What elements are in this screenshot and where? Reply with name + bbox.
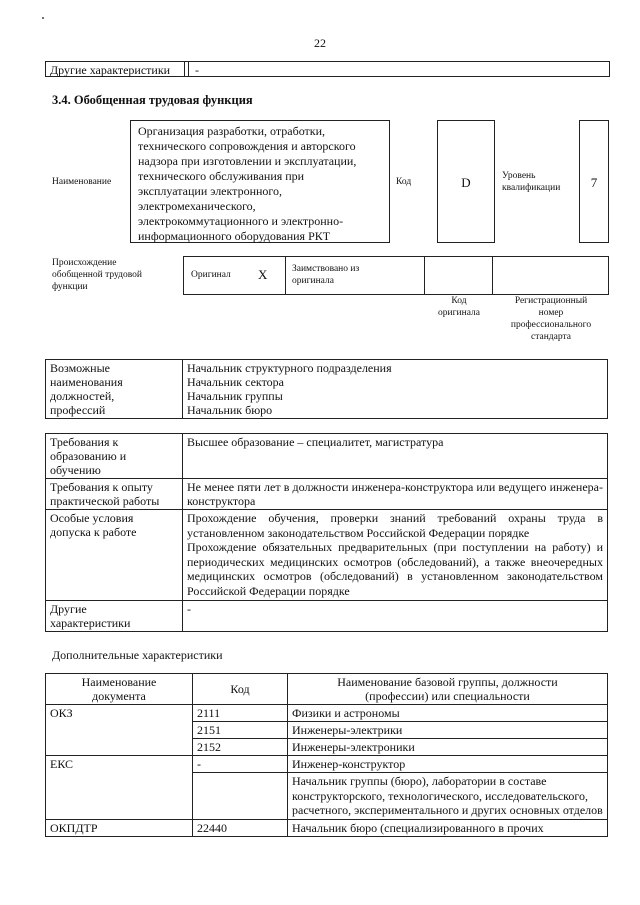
position-item: Начальник бюро <box>187 403 273 417</box>
positions-values <box>183 360 608 419</box>
requirement-label <box>46 479 183 510</box>
header-name-line: Наименование базовой группы, должности <box>337 675 558 689</box>
requirement-paragraph: Высшее образование – специалитет, магистратура <box>187 435 444 449</box>
original-mark: X <box>258 267 268 282</box>
requirement-value <box>183 479 608 510</box>
requirements-table <box>45 433 608 632</box>
requirement-row-education <box>46 434 608 479</box>
origin-label-line: функции <box>52 281 88 292</box>
reg-number-caption-line: номер <box>538 307 564 318</box>
requirement-label-line: характеристики <box>50 615 131 630</box>
additional-table <box>45 673 608 837</box>
reg-number-caption-line: стандарта <box>531 331 571 342</box>
requirement-label <box>46 434 183 479</box>
function-name-line: Организация разработки, отработки, <box>138 124 326 138</box>
header-doc-line: Наименование <box>81 675 157 689</box>
name-cell: Инженеры-электрики <box>288 722 608 739</box>
top-row-label: Другие характеристики <box>50 63 171 77</box>
origin-box <box>183 256 609 295</box>
doc-cell: ОКЗ <box>46 705 193 756</box>
code-cell: - <box>193 756 288 773</box>
function-name-label: Наименование <box>52 177 112 187</box>
header-doc <box>46 674 193 705</box>
function-name-line: технического сопровождения и авторского <box>138 139 356 153</box>
code-original-caption <box>425 296 493 320</box>
qualification-level-label-line: квалификации <box>502 182 561 193</box>
requirement-paragraph: - <box>187 601 191 616</box>
origin-label-line: обобщенной трудовой <box>52 269 142 280</box>
code-cell: 2111 <box>193 705 288 722</box>
function-name-line: электрокоммутационного и электронно- <box>138 214 344 228</box>
requirement-value <box>183 510 608 601</box>
table-row <box>46 819 608 836</box>
positions-table <box>45 359 608 419</box>
requirement-row-special-conditions <box>46 510 608 601</box>
requirement-row-other <box>46 600 608 631</box>
doc-cell: ЕКС <box>46 756 193 820</box>
origin-label <box>52 258 142 294</box>
requirement-label-line: практической работы <box>50 494 160 508</box>
function-code-value: D <box>461 175 471 190</box>
function-name-line: технического обслуживания при <box>138 169 305 183</box>
function-name-line: надзора при изготовлении и эксплуатации, <box>138 154 357 168</box>
requirement-value <box>183 600 608 631</box>
code-cell: 2152 <box>193 739 288 756</box>
position-item: Начальник сектора <box>187 375 284 389</box>
qualification-level-label-line: Уровень <box>502 171 536 181</box>
code-original-caption-line: оригинала <box>438 307 480 318</box>
origin-divider <box>285 257 286 294</box>
code-cell: 22440 <box>193 819 288 836</box>
position-item: Начальник группы <box>187 389 283 403</box>
name-cell: Физики и астрономы <box>288 705 608 722</box>
header-name-line: (профессии) или специальности <box>365 689 530 703</box>
qualification-level-value: 7 <box>590 175 598 190</box>
section-title: 3.4. Обобщенная трудовая функция <box>52 93 253 107</box>
reg-number-caption-line: Регистрационный <box>514 296 588 306</box>
reg-number-caption-line: профессионального <box>510 319 592 330</box>
requirement-label-line: допуска к работе <box>50 525 137 539</box>
scan-speck <box>42 17 44 19</box>
positions-row <box>46 360 608 419</box>
requirement-paragraph: Прохождение обучения, проверки знаний требований охраны труда в установленном законодательством Российской Федерации порядке <box>187 511 603 540</box>
requirement-label-line: Другие <box>50 601 87 616</box>
code-original-caption-line: Код <box>451 296 467 306</box>
header-doc-line: документа <box>92 689 146 703</box>
position-item: Начальник структурного подразделения <box>187 361 392 375</box>
function-name-line: эксплуатации электронного, <box>138 184 283 198</box>
additional-title: Дополнительные характеристики <box>52 648 223 662</box>
positions-label-line: должностей, <box>50 389 115 403</box>
positions-label-line: профессий <box>50 403 106 417</box>
borrowed-label-line: оригинала <box>292 275 334 286</box>
code-cell <box>193 773 288 820</box>
function-name-line: электромеханического, <box>138 199 256 213</box>
requirement-label-line: образованию и <box>50 449 127 463</box>
origin-divider <box>492 257 493 294</box>
table-row <box>46 756 608 773</box>
name-cell: Начальник бюро (специализированного в прочих <box>288 819 608 836</box>
positions-label-line: наименования <box>50 375 123 389</box>
function-name-box <box>130 120 390 243</box>
header-name <box>288 674 608 705</box>
function-code-label: Код <box>396 177 412 187</box>
function-name-line: информационного оборудования РКТ <box>138 229 331 243</box>
name-cell: Инженеры-электроники <box>288 739 608 756</box>
origin-divider <box>424 257 425 294</box>
table-row <box>46 705 608 722</box>
top-characteristics-row <box>45 61 610 77</box>
code-cell: 2151 <box>193 722 288 739</box>
function-code-box <box>437 120 495 243</box>
name-cell: Начальник группы (бюро), лаборатории в составе конструкторского, технологического, исследовательского, расчетного, экспериментального и других основных отделов <box>288 773 608 820</box>
doc-cell: ОКПДТР <box>46 819 193 836</box>
requirement-label <box>46 510 183 601</box>
origin-label-line: Происхождение <box>52 258 117 268</box>
top-row-divider <box>184 61 185 77</box>
requirement-paragraph: Не менее пяти лет в должности инженера-конструктора или ведущего инженера-конструктора <box>187 480 603 508</box>
header-code: Код <box>193 674 288 705</box>
requirement-label-line: Требования к опыту <box>50 480 153 494</box>
reg-number-caption <box>495 296 607 344</box>
qualification-level-box <box>579 120 609 243</box>
requirement-row-experience <box>46 479 608 510</box>
requirement-label-line: обучению <box>50 463 101 477</box>
requirement-paragraph: Прохождение обязательных предварительных (при поступлении на работу) и периодических медицинских осмотров (обследований), а также внеочередных медицинских осмотров (обследований) в установленном законодательством Российской Федерации порядке <box>187 540 603 598</box>
requirement-label-line: Требования к <box>50 435 119 449</box>
name-cell: Инженер-конструктор <box>288 756 608 773</box>
function-name-text <box>138 124 356 244</box>
requirement-label <box>46 600 183 631</box>
borrowed-label-line: Заимствовано из <box>292 264 360 274</box>
qualification-level-label <box>502 171 560 195</box>
top-row-divider-2 <box>188 61 189 77</box>
borrowed-label <box>292 264 359 288</box>
requirement-value <box>183 434 608 479</box>
top-row-value: - <box>195 63 199 77</box>
positions-label-line: Возможные <box>50 361 110 375</box>
positions-label <box>46 360 183 419</box>
requirement-label-line: Особые условия <box>50 511 134 525</box>
additional-header-row <box>46 674 608 705</box>
page-number: 22 <box>314 36 326 50</box>
original-label: Оригинал <box>191 270 231 280</box>
